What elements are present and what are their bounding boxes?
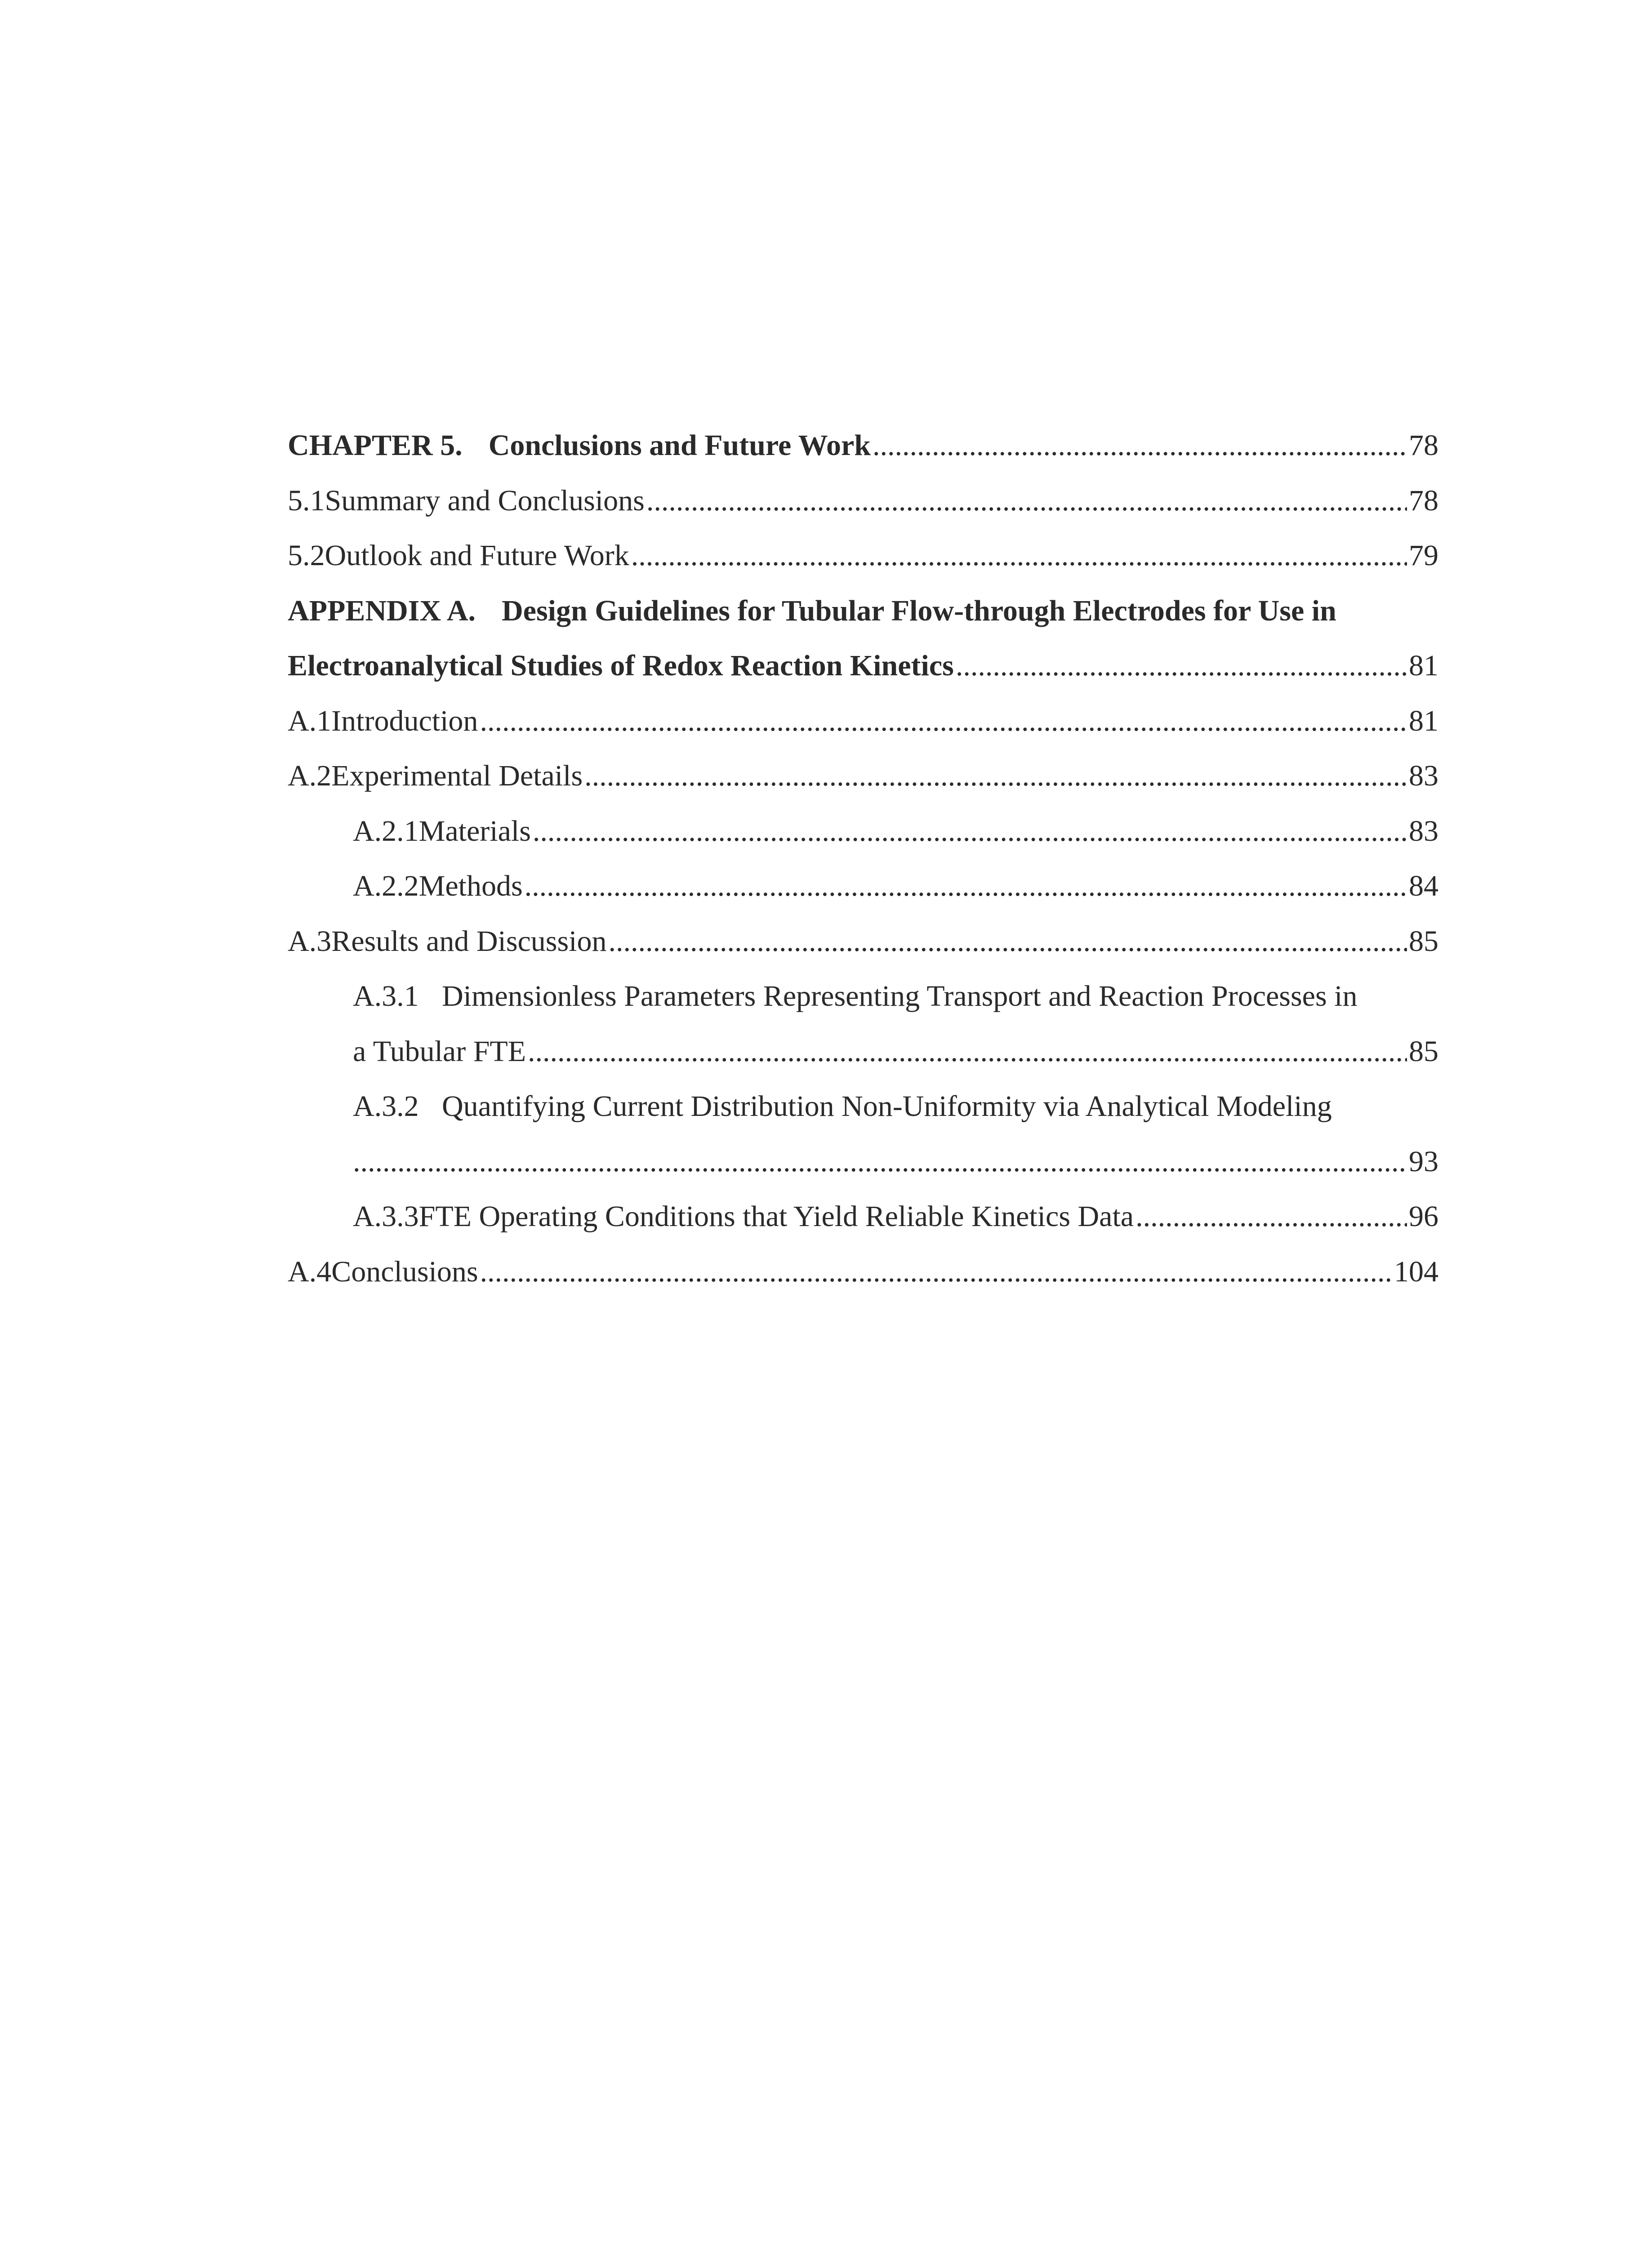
- toc-entry-title: Conclusions: [331, 1255, 478, 1288]
- toc-entry-title: Results and Discussion: [331, 924, 607, 958]
- toc-entry-title: Outlook and Future Work: [325, 539, 629, 572]
- toc-entry-number: A.2: [288, 759, 332, 792]
- toc-entry-title-line1: Design Guidelines for Tubular Flow-through Electrodes for Use in: [502, 594, 1336, 627]
- toc-entry-a-3-2-continued[interactable]: [288, 1134, 1438, 1190]
- toc-entry-number: A.2.2: [353, 870, 419, 902]
- toc-entry-page: 104: [1394, 1255, 1438, 1288]
- dot-leader: [353, 1134, 1407, 1190]
- toc-entry-number: A.1: [288, 704, 332, 737]
- toc-entry-a-3-1-continued[interactable]: [288, 1024, 1438, 1079]
- table-of-contents: [288, 418, 1438, 1299]
- toc-entry-appendix-a[interactable]: [288, 584, 1438, 639]
- toc-entry-number: A.3.3: [353, 1200, 419, 1233]
- toc-entry-title: Conclusions and Future Work: [488, 429, 871, 462]
- toc-entry-title-line1: Dimensionless Parameters Representing Transport and Reaction Processes in: [442, 980, 1358, 1012]
- toc-entry-number: 5.1: [288, 484, 325, 517]
- dot-leader: [956, 638, 1407, 694]
- dot-leader: [873, 418, 1407, 473]
- toc-entry-a-3-3[interactable]: [288, 1189, 1438, 1244]
- toc-entry-a-3-1[interactable]: [288, 969, 1438, 1024]
- toc-entry-page: 81: [1409, 649, 1438, 682]
- toc-entry-page: 78: [1409, 484, 1438, 517]
- toc-entry-title: Materials: [419, 814, 531, 847]
- toc-entry-number: 5.2: [288, 539, 325, 572]
- toc-entry-5-1[interactable]: [288, 473, 1438, 529]
- dot-leader: [584, 749, 1407, 804]
- dot-leader: [480, 694, 1407, 749]
- toc-entry-appendix-a-continued[interactable]: [288, 638, 1438, 694]
- toc-entry-a-2[interactable]: [288, 749, 1438, 804]
- dot-leader: [646, 473, 1407, 529]
- dot-leader: [525, 859, 1407, 914]
- toc-entry-a-2-2[interactable]: [288, 859, 1438, 914]
- dot-leader: [528, 1024, 1407, 1079]
- toc-entry-a-3[interactable]: [288, 914, 1438, 969]
- dot-leader: [1135, 1189, 1407, 1244]
- toc-entry-title-line2: Electroanalytical Studies of Redox Reaction Kinetics: [288, 649, 954, 682]
- dot-leader: [631, 528, 1407, 584]
- toc-entry-page: 84: [1409, 870, 1438, 902]
- toc-entry-page: 81: [1409, 704, 1438, 737]
- toc-entry-title: FTE Operating Conditions that Yield Reliable Kinetics Data: [419, 1200, 1134, 1233]
- toc-entry-page: 96: [1409, 1200, 1438, 1233]
- toc-entry-number: A.3: [288, 924, 332, 958]
- toc-entry-number: CHAPTER 5.: [288, 429, 463, 462]
- toc-entry-title: Introduction: [331, 704, 478, 737]
- toc-entry-page: 85: [1409, 924, 1438, 958]
- toc-entry-number: A.3.2: [353, 1090, 419, 1123]
- toc-entry-title: Methods: [419, 870, 523, 902]
- toc-entry-page: 83: [1409, 759, 1438, 792]
- toc-entry-title: Experimental Details: [331, 759, 583, 792]
- toc-entry-page: 79: [1409, 539, 1438, 572]
- toc-entry-chapter-5[interactable]: [288, 418, 1438, 473]
- toc-entry-title-line2: a Tubular FTE: [353, 1035, 526, 1068]
- toc-entry-a-4[interactable]: [288, 1244, 1438, 1300]
- toc-entry-number: A.4: [288, 1255, 332, 1288]
- toc-entry-page: 83: [1409, 814, 1438, 847]
- toc-entry-page: 93: [1409, 1145, 1438, 1178]
- toc-entry-number: APPENDIX A.: [288, 594, 476, 627]
- toc-entry-a-3-2[interactable]: [288, 1079, 1438, 1134]
- dot-leader: [480, 1244, 1392, 1300]
- toc-entry-page: 85: [1409, 1035, 1438, 1068]
- dot-leader: [609, 914, 1407, 969]
- toc-entry-5-2[interactable]: [288, 528, 1438, 584]
- toc-entry-title-line1: Quantifying Current Distribution Non-Uniformity via Analytical Modeling: [442, 1090, 1332, 1123]
- toc-entry-page: 78: [1409, 429, 1438, 462]
- toc-entry-title: Summary and Conclusions: [325, 484, 645, 517]
- toc-entry-a-1[interactable]: [288, 694, 1438, 749]
- toc-entry-number: A.2.1: [353, 814, 419, 847]
- toc-entry-number: A.3.1: [353, 980, 419, 1012]
- toc-entry-a-2-1[interactable]: [288, 804, 1438, 859]
- dot-leader: [533, 804, 1407, 859]
